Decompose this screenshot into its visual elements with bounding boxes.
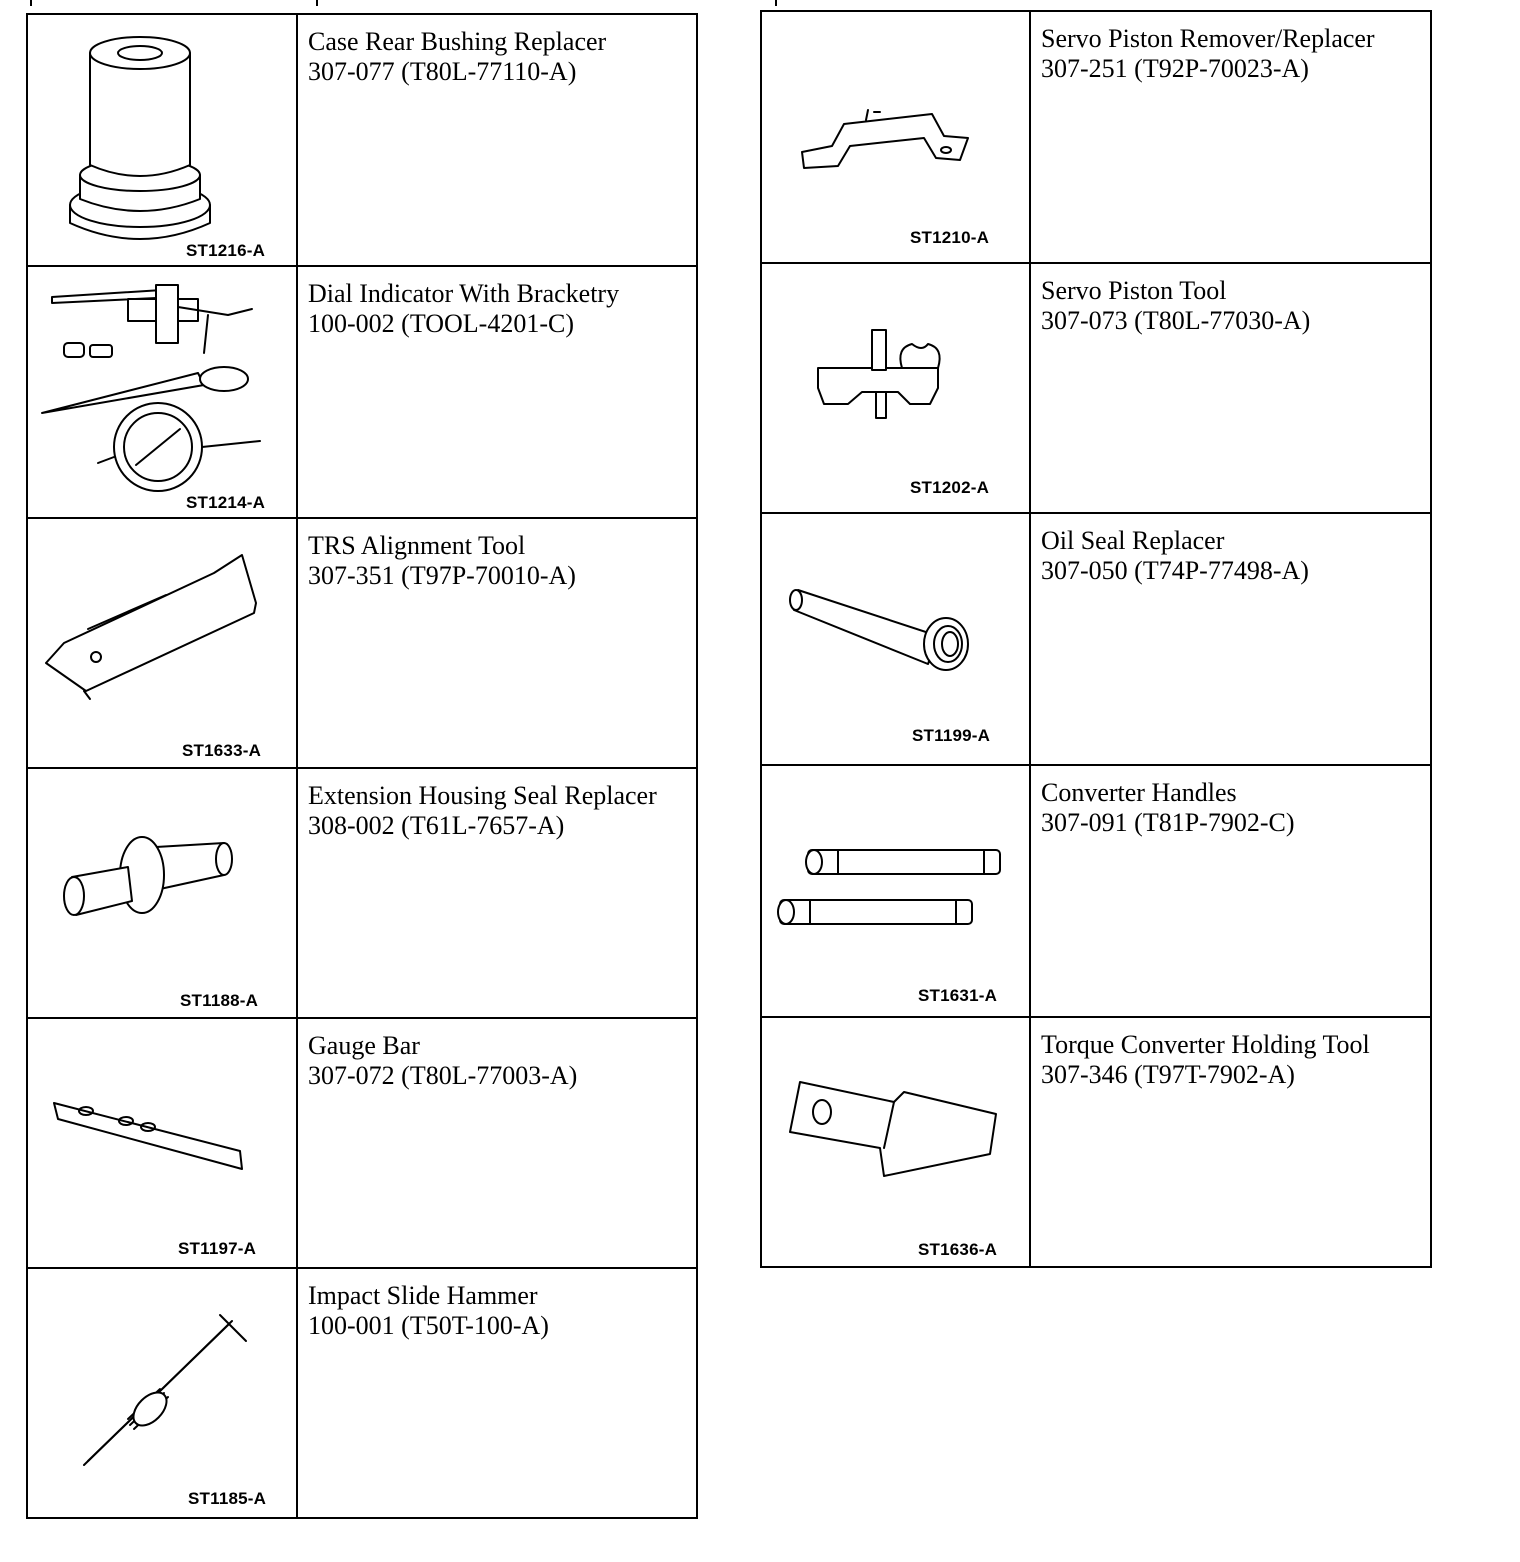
tool-description (1030, 11, 1431, 263)
table-row (27, 1268, 697, 1518)
tool-name: Dial Indicator With Bracketry (308, 279, 620, 308)
tool-description (1030, 765, 1431, 1017)
tool-name: Torque Converter Holding Tool (1041, 1030, 1370, 1059)
bushing-replacer-icon (28, 15, 296, 265)
figure-code: ST1633-A (182, 741, 262, 760)
tool-illustration (27, 518, 297, 768)
holding-tool-icon (762, 1018, 1029, 1266)
figure-code: ST1199-A (912, 726, 991, 745)
table-row (761, 263, 1431, 513)
dial-indicator-icon (28, 267, 296, 517)
tool-table-left (26, 13, 698, 1519)
crop-mark (775, 0, 777, 6)
tool-illustration (27, 768, 297, 1018)
tool-number: 307-251 (T92P-70023-A) (1041, 54, 1309, 83)
figure-code: ST1185-A (188, 1489, 267, 1508)
tool-number: 308-002 (T61L-7657-A) (308, 811, 565, 840)
tool-name: Servo Piston Remover/Replacer (1041, 24, 1375, 53)
tool-description (1030, 263, 1431, 513)
tool-number: 307-073 (T80L-77030-A) (1041, 306, 1311, 335)
tool-number: 307-346 (T97T-7902-A) (1041, 1060, 1295, 1089)
tool-illustration (27, 1018, 297, 1268)
table-row (761, 1017, 1431, 1267)
tool-name: Extension Housing Seal Replacer (308, 781, 657, 810)
figure-code: ST1216-A (186, 241, 266, 260)
table-row (761, 765, 1431, 1017)
tool-description (297, 518, 697, 768)
tool-description (297, 266, 697, 518)
tool-illustration (761, 263, 1030, 513)
tool-description (297, 14, 697, 266)
tool-name: Gauge Bar (308, 1031, 420, 1060)
tool-name: Case Rear Bushing Replacer (308, 27, 607, 56)
table-row (27, 518, 697, 768)
tool-table-right (760, 10, 1432, 1268)
tool-number: 307-050 (T74P-77498-A) (1041, 556, 1309, 585)
tool-illustration (27, 266, 297, 518)
tool-illustration (27, 14, 297, 266)
tool-number: 100-001 (T50T-100-A) (308, 1311, 549, 1340)
tool-name: TRS Alignment Tool (308, 531, 526, 560)
tool-number: 307-077 (T80L-77110-A) (308, 57, 577, 86)
table-row (761, 513, 1431, 765)
tool-illustration (761, 513, 1030, 765)
tool-illustration (27, 1268, 297, 1518)
table-row (27, 266, 697, 518)
tool-description (1030, 1017, 1431, 1267)
figure-code: ST1202-A (910, 478, 990, 497)
converter-handles-icon (762, 766, 1029, 1016)
tool-name: Impact Slide Hammer (308, 1281, 538, 1310)
table-row (27, 768, 697, 1018)
tool-description (297, 1018, 697, 1268)
tool-number: 100-002 (TOOL-4201-C) (308, 309, 574, 338)
tool-name: Servo Piston Tool (1041, 276, 1227, 305)
crop-mark (30, 0, 32, 6)
figure-code: ST1210-A (910, 228, 990, 247)
table-row (27, 14, 697, 266)
crop-mark (316, 0, 318, 6)
figure-code: ST1197-A (178, 1239, 257, 1258)
table-row (27, 1018, 697, 1268)
figure-code: ST1188-A (180, 991, 259, 1010)
tool-number: 307-091 (T81P-7902-C) (1041, 808, 1295, 837)
tool-description (297, 768, 697, 1018)
servo-remover-icon (762, 12, 1029, 262)
figure-code: ST1631-A (918, 986, 998, 1005)
servo-piston-tool-icon (762, 264, 1029, 512)
tool-name: Oil Seal Replacer (1041, 526, 1225, 555)
tool-illustration (761, 765, 1030, 1017)
tool-description (1030, 513, 1431, 765)
seal-replacer-icon (28, 769, 296, 1017)
tool-name: Converter Handles (1041, 778, 1237, 807)
tool-illustration (761, 1017, 1030, 1267)
gauge-bar-icon (28, 1019, 296, 1267)
figure-code: ST1636-A (918, 1240, 998, 1259)
tool-number: 307-351 (T97P-70010-A) (308, 561, 576, 590)
tool-illustration (761, 11, 1030, 263)
alignment-tool-icon (28, 519, 296, 767)
figure-code: ST1214-A (186, 493, 266, 512)
tool-description (297, 1268, 697, 1518)
slide-hammer-icon (28, 1269, 296, 1517)
table-row (761, 11, 1431, 263)
tool-number: 307-072 (T80L-77003-A) (308, 1061, 578, 1090)
